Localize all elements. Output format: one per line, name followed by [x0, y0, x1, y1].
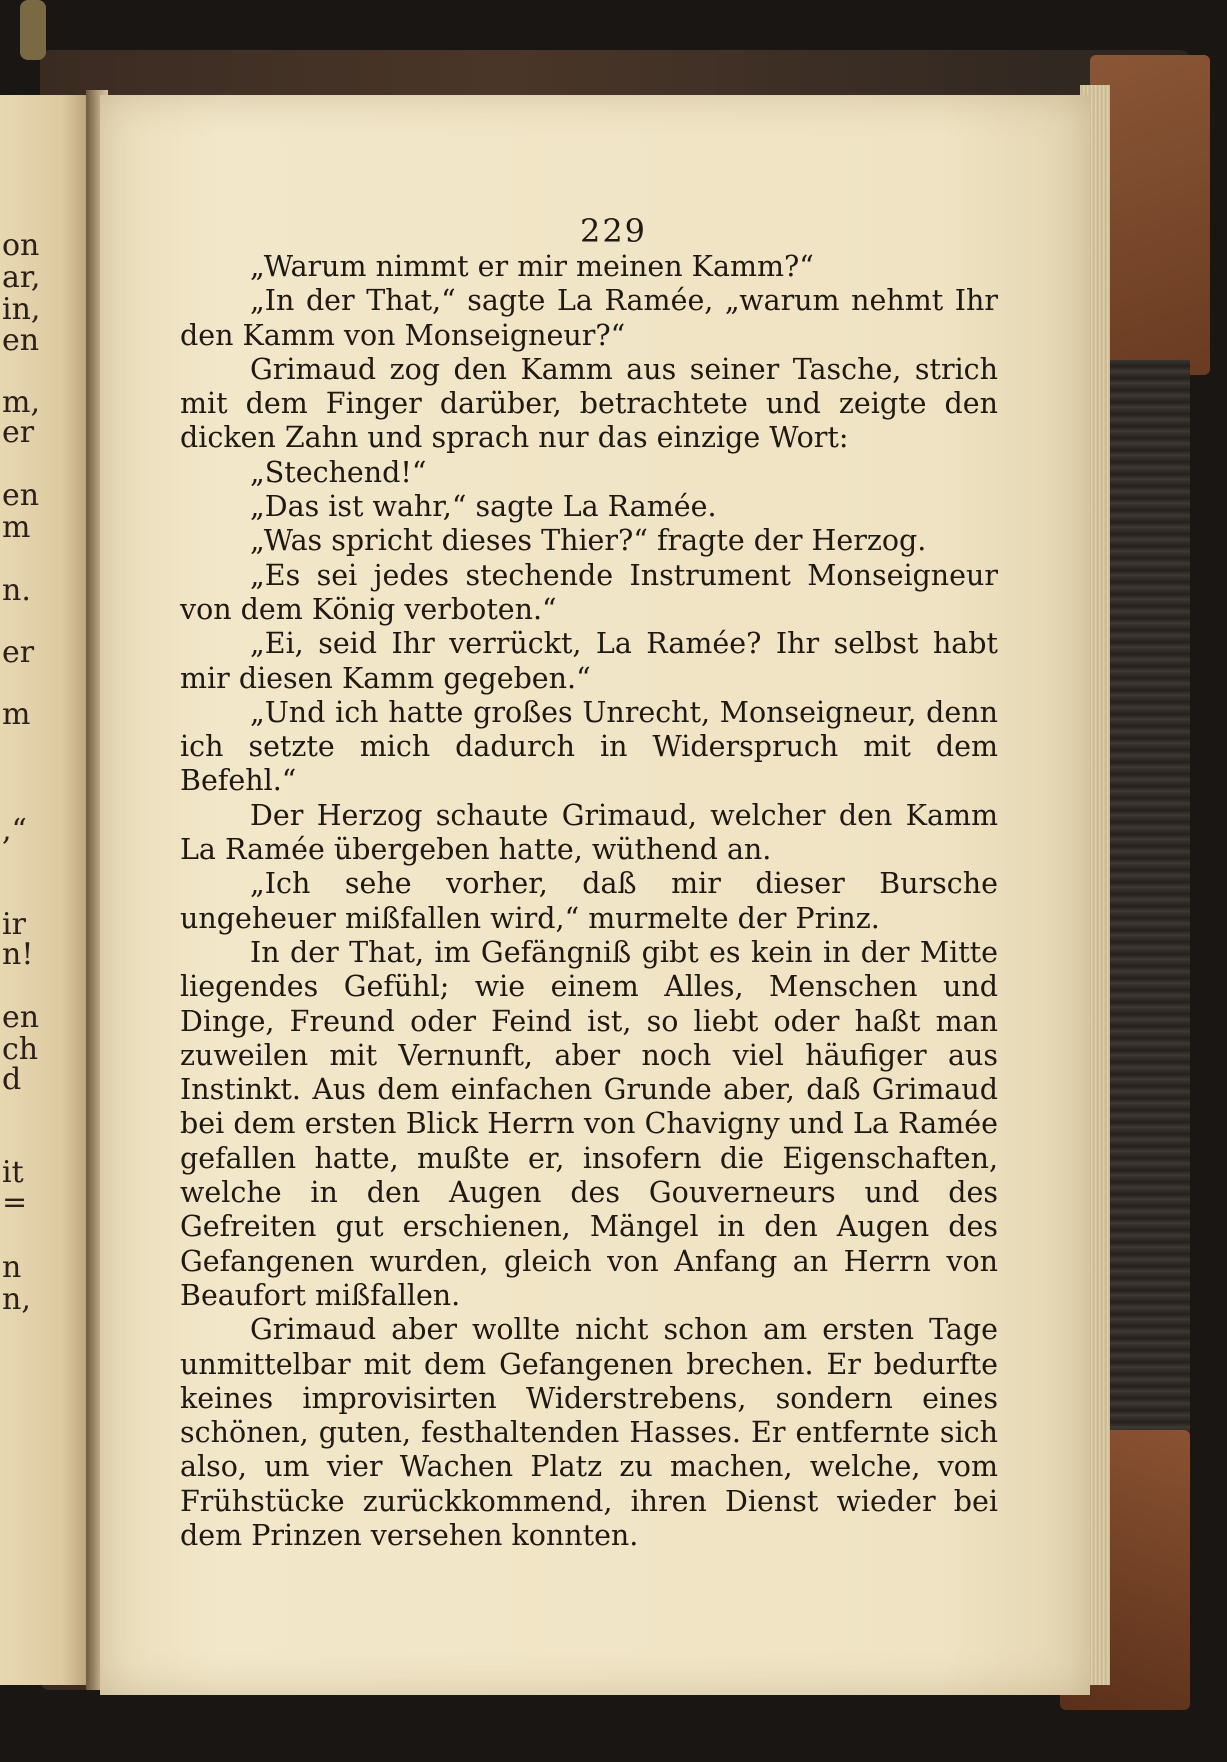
paragraph: „Ich sehe vorher, daß mir dieser Bursche ungeheuer mißfallen wird,“ murmelte der Prinz.	[180, 867, 998, 935]
left-fragment: er	[2, 635, 35, 670]
paragraph: Der Herzog schaute Grimaud, welcher den Kamm La Ramée übergeben hatte, wüthend an.	[180, 798, 998, 867]
paragraph: „Das ist wahr,“ sagte La Ramée.	[250, 490, 717, 524]
paragraph: „Stechend!“	[250, 455, 427, 489]
left-fragment: en	[2, 478, 40, 513]
left-fragment: n,	[2, 1282, 31, 1317]
left-fragment: d	[2, 1062, 22, 1097]
paragraph: Grimaud zog den Kamm aus seiner Tasche, strich mit dem Finger darüber, betrachtete und zeigte den dicken Zahn und sprach nur das einzige Wort:	[180, 352, 998, 455]
left-fragment: it	[2, 1155, 24, 1190]
left-fragment: m	[2, 510, 31, 545]
left-fragment: ir	[2, 907, 26, 942]
left-fragment: on	[2, 228, 40, 263]
left-fragment: en	[2, 323, 40, 358]
left-fragment: ch	[2, 1032, 39, 1067]
page-text	[180, 250, 998, 1553]
left-fragment: n	[2, 1250, 22, 1285]
left-fragment: ,“	[2, 813, 27, 848]
left-fragment: =	[2, 1185, 28, 1220]
left-fragment: n!	[2, 937, 34, 972]
left-page	[0, 95, 90, 1685]
left-fragment: in,	[2, 292, 41, 327]
left-fragment: m,	[2, 385, 40, 420]
marbled-cover	[1100, 360, 1190, 1450]
left-fragment: er	[2, 415, 35, 450]
paragraph: „Es sei jedes stechende Instrument Monseigneur von dem König verboten.“	[180, 558, 998, 626]
paragraph: „Warum nimmt er mir meinen Kamm?“	[250, 250, 814, 283]
left-fragment: ar,	[2, 260, 41, 295]
paragraph: „Und ich hatte großes Unrecht, Monseigneur, denn ich setzte mich dadurch in Widerspruch mit dem Befehl.“	[180, 695, 998, 798]
paragraph: Grimaud aber wollte nicht schon am ersten Tage unmittelbar mit dem Gefangenen brechen. Er bedurfte keines improvisirten Widerstrebens, sondern eines schönen, guten, festhaltenden Hasses. Er entfernte sich also, um vier Wachen Platz zu machen, welche, vom Frühstücke zurückkommend, ihren Dienst wieder bei dem Prinzen versehen konnten.	[180, 1313, 998, 1552]
left-fragment: en	[2, 1000, 40, 1035]
paragraph: „In der That,“ sagte La Ramée, „warum nehmt Ihr den Kamm von Monseigneur?“	[180, 284, 998, 352]
bookmark-string	[20, 0, 46, 60]
paragraph: „Ei, seid Ihr verrückt, La Ramée? Ihr selbst habt mir diesen Kamm gegeben.“	[180, 627, 998, 695]
left-fragment: n.	[2, 573, 31, 608]
paragraph: „Was spricht dieses Thier?“ fragte der Herzog.	[250, 524, 927, 558]
page-number: 229	[579, 212, 648, 250]
paragraph: In der That, im Gefängniß gibt es kein in der Mitte liegendes Gefühl; wie einem Alles, Menschen und Dinge, Freund oder Feind ist, so liebt oder haßt man zuweilen mit Vernunft, aber noch viel häufiger aus Instinkt. Aus dem einfachen Grunde aber, daß Grimaud bei dem ersten Blick Herrn von Chavigny und La Ramée gefallen hatte, mußte er, insofern die Eigenschaften, welche in den Augen des Gouverneurs und des Gefreiten gut erschienen, Mängel in den Augen des Gefangenen wurden, gleich von Anfang an Herrn von Beaufort mißfallen.	[180, 935, 998, 1312]
left-fragment: m	[2, 697, 31, 732]
